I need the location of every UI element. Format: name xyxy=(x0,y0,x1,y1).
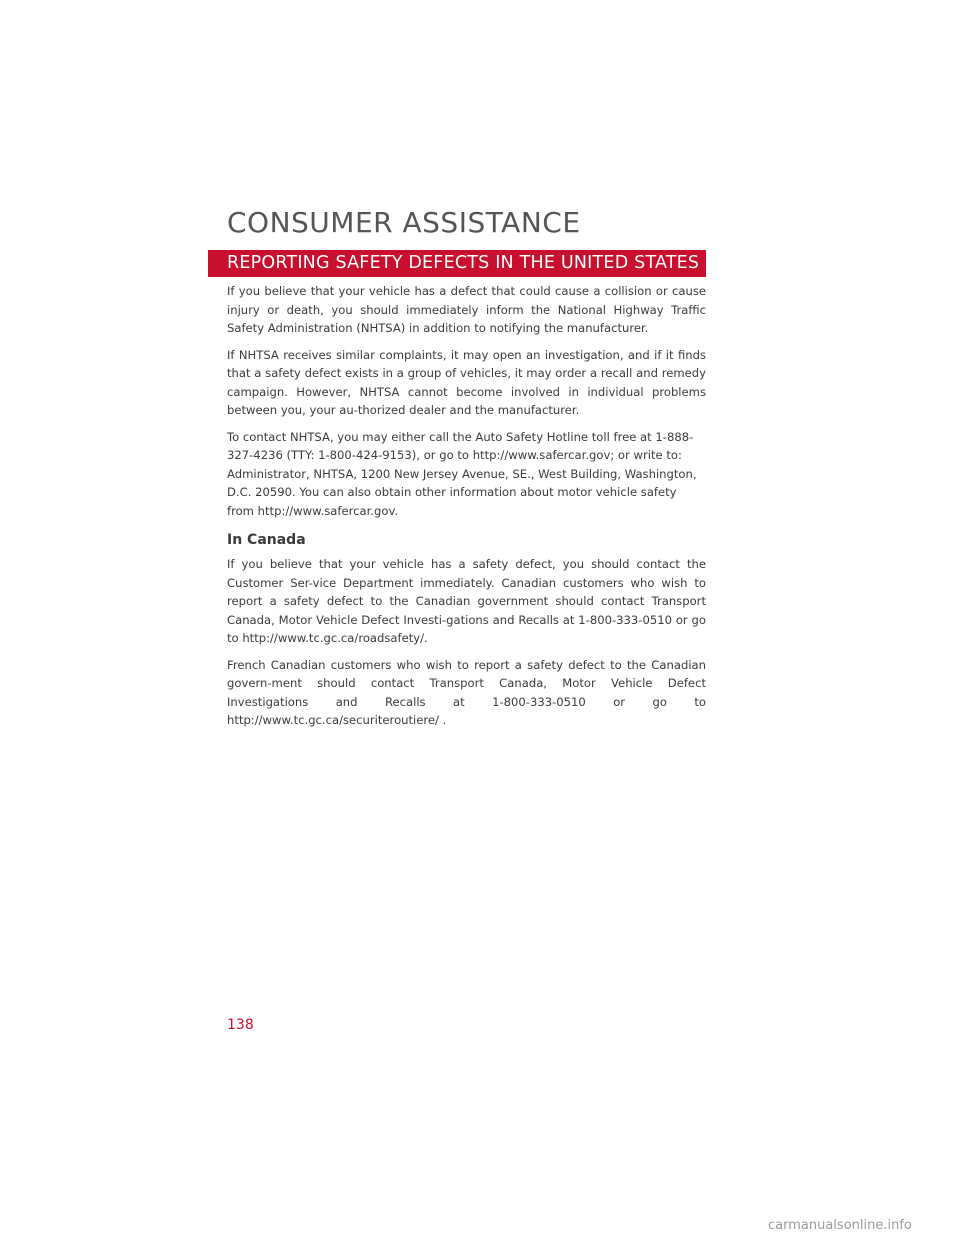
paragraph-french-canada-report: French Canadian customers who wish to report a safety defect to the Canadian govern-ment should contact Transport Canada, Motor Vehicle Defect Investigations and Recalls at 1-800-333-0510 or go to http://www.tc.gc.ca/securiteroutiere/ . xyxy=(227,657,706,727)
main-content xyxy=(227,282,706,738)
paragraph-nhtsa-investigation: If NHTSA receives similar complaints, it may open an investigation, and if it finds that a safety defect exists in a group of vehicles, it may order a recall and remedy campaign. However, NHTSA cannot become involved in individual problems between you, your au-thorized dealer and the manufacturer. xyxy=(227,347,706,417)
paragraph-contact-nhtsa: To contact NHTSA, you may either call the Auto Safety Hotline toll free at 1-888-327-4236 (TTY: 1-800-424-9153), or go to http://www.safercar.gov; or write to: Administrator, NHTSA, 1200 New Jersey Avenue, SE., West Building, Washington, D.C. 20590. You can also obtain other information about motor vehicle safety from http://www.safercar.gov. xyxy=(227,429,697,518)
canada-heading: In Canada xyxy=(227,532,306,548)
section-title: CONSUMER ASSISTANCE xyxy=(227,206,581,239)
watermark-text: carmanualsonline.info xyxy=(768,1218,912,1233)
paragraph-canada-report: If you believe that your vehicle has a safety defect, you should contact the Customer Ser-vice Department immediately. Canadian customers who wish to report a safety defect to the Canadian government should contact Transport Canada, Motor Vehicle Defect Investi-gations and Recalls at 1-800-333-0510 or go to http://www.tc.gc.ca/roadsafety/. xyxy=(227,557,706,645)
paragraph-report-defect: If you believe that your vehicle has a defect that could cause a collision or cause injury or death, you should immediately inform the National Highway Traffic Safety Administration (NHTSA) in addition to notifying the manufacturer. xyxy=(227,284,706,335)
section-banner: REPORTING SAFETY DEFECTS IN THE UNITED STATES xyxy=(208,250,706,277)
page-number: 138 xyxy=(227,1017,254,1033)
